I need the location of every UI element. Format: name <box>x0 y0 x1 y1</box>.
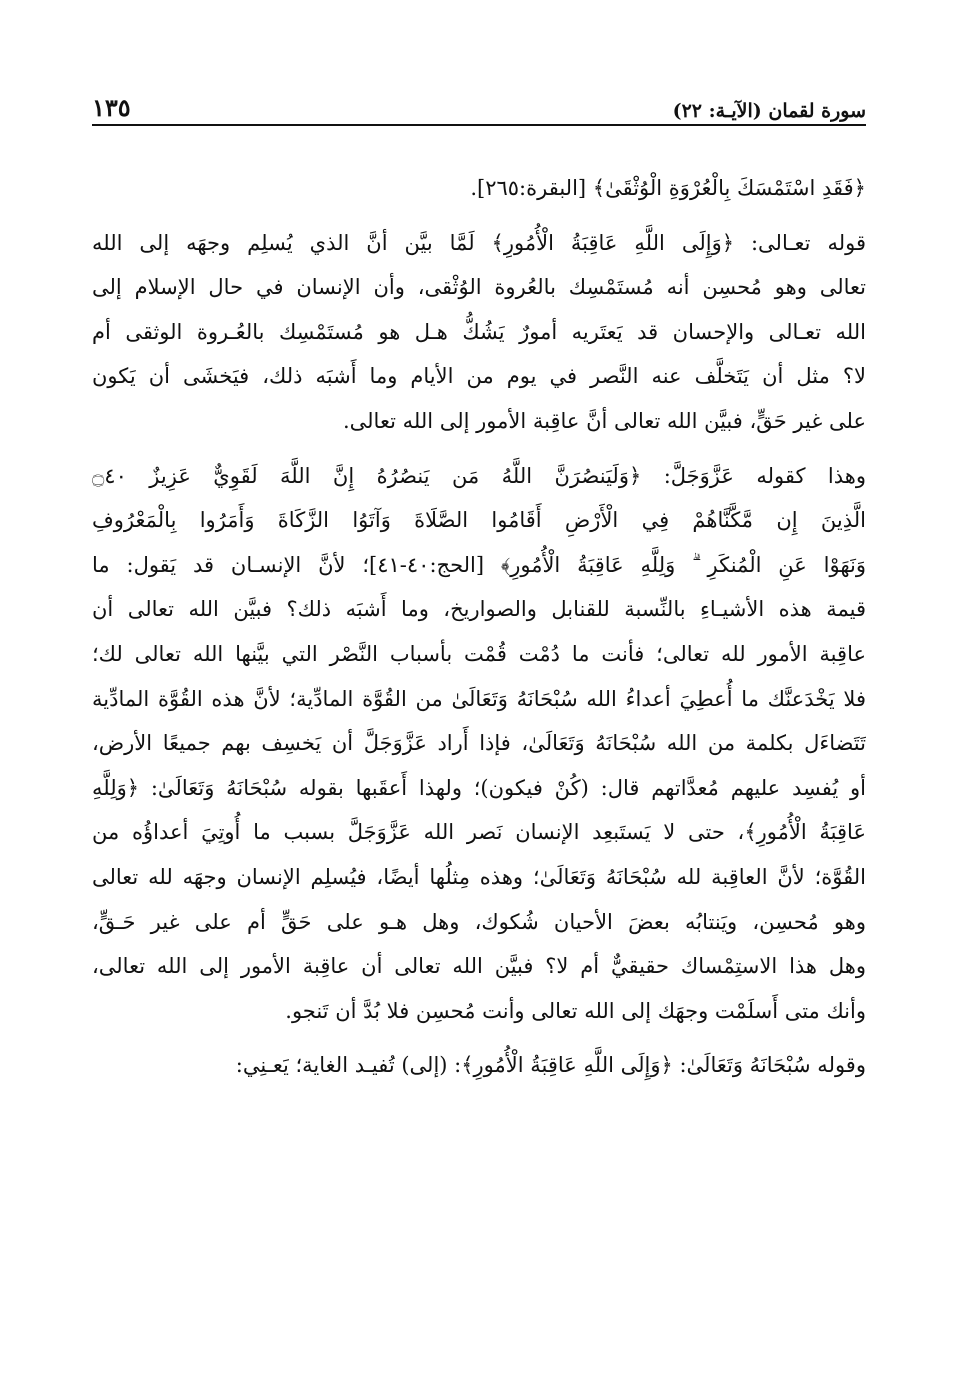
text-line: وَنَهَوْا عَنِ الْمُنكَرِ ۗ وَلِلَّهِ عَاقِبَةُ الْأُمُورِ﴾ [الحج:٤٠-٤١]؛ لأنَّ الإنسـان قد يَقول: ما <box>92 552 866 577</box>
text-line: وأنك متى أَسلَمْت وجهَك إلى الله تعالى وأنت مُحسِن فلا بُدَّ أن تَنجو. <box>285 998 866 1023</box>
text-line: ﴿فَقَدِ اسْتَمْسَكَ بِالْعُرْوَةِ الْوُثْقَىٰ﴾ [البقرة:٢٦٥]. <box>470 176 866 200</box>
page-number: ١٣٥ <box>92 93 131 122</box>
text-line: قوله تعـالى: ﴿وَإِلَى اللَّهِ عَاقِبَةُ الْأُمُورِ﴾ لَمَّا بيَّن أنَّ الذي يُسلِم وجهَه إلى الله <box>92 230 866 255</box>
text-line: أو يُفسِد عليهم مُعدَّاتهم قال: (كُنْ فيكون)؛ ولهذا أَعقَبها بقوله سُبْحَانَهُ وَتَعَالَىٰ: ﴿وَلِلَّهِ <box>92 775 866 800</box>
text-line: الله تعـالى والإحسان قد يَعتَريه أمورٌ يَشُكُّ هـل هو مُستَمْسِك بالعُـروة الوثقى أم <box>92 319 866 344</box>
text-line: عَاقِبَةُ الْأُمُورِ﴾، حتى لا يَستَبعِد الإنسان نَصر الله عَزَّوَجَلَّ بسبب ما أُوتِيَ أعداؤُه من <box>92 820 866 845</box>
text-line: تَتَضاءَل بكلمة من الله سُبْحَانَهُ وَتَعَالَىٰ، فإذا أَراد عَزَّوَجَلَّ أن يَخسِف بهم جميعًا الأرض، <box>92 731 866 756</box>
header-rule <box>92 124 866 126</box>
text-line: قيمة هذه الأشيـاءِ بالنِّسبة للقنابل والصواريخ، وما أَشبَه ذلك؟ فبيَّن الله تعالى أن <box>92 597 866 622</box>
text-line: تعالى وهو مُحسِن أنه مُستَمْسِك بالعُروة الوُثْقى، وأن الإنسان في حال الإسلام إلى <box>92 275 866 300</box>
text-line: على غير حَقٍّ، فبيَّن الله تعالى أنَّ عاقِبة الأمور إلى الله تعالى. <box>342 408 866 433</box>
paragraph <box>92 454 866 1034</box>
text-line: فلا يَخْدَعنَّك ما أُعطِيَ أعداءُ الله سُبْحَانَهُ وَتَعَالَىٰ من القُوَّة المادِّية؛ لأنَّ هذه القُوَّة المادِّية <box>92 686 866 711</box>
page-header <box>92 86 866 122</box>
text-line: لا؟ مثل أن يَتَخلَّف عنه النَّصر في يوم من الأيام وما أَشبَه ذلك، فيَخشَى أن يَكون <box>92 364 866 389</box>
text-line: عاقِبة الأمور لله تعالى؛ فأنت ما دُمْت قُمْت بأسباب النَّصْر التي بيَّنها الله تعالى لك؛ <box>92 641 866 666</box>
running-title: سورة لقمان (الآيـة: ٢٢) <box>672 100 866 122</box>
text-line: وقوله سُبْحَانَهُ وَتَعَالَىٰ: ﴿وَإِلَى اللَّهِ عَاقِبَةُ الْأُمُورِ﴾: (إلى) تُفيـد الغاية؛ يَعـنِي: <box>235 1053 866 1078</box>
text-line: القُوَّة؛ لأنَّ العاقِبة لله سُبْحَانَهُ وَتَعَالَىٰ؛ وهذه مِثلُها أيضًا، فيُسلِم الإنسان وجهَه لله تعالى <box>92 864 866 889</box>
text-line: وهل هذا الاستِمْساك حقيقيٌّ أم لا؟ فبيَّن الله تعالى أن عاقِبة الأمور إلى الله تعالى، <box>92 954 866 979</box>
paragraph <box>92 166 866 211</box>
body-text <box>92 166 866 1098</box>
text-line: وهو مُحسِن، ويَنتابُه بعضَ الأحيان شُكوك، وهل هـو على حَقٍّ أم على غير حَـقٍّ، <box>92 909 866 934</box>
text-line: الَّذِينَ إِن مَّكَّنَّاهُمْ فِي الْأَرْضِ أَقَامُوا الصَّلَاةَ وَآتَوُا الزَّكَاةَ وَأَمَرُوا بِالْمَعْرُوفِ <box>92 508 866 533</box>
paragraph <box>92 221 866 444</box>
text-line: وهذا كقوله عَزَّوَجَلَّ: ﴿وَلَيَنصُرَنَّ اللَّهُ مَن يَنصُرُهُ إِنَّ اللَّهَ لَقَوِيٌّ عَزِيزٌ ۝٤٠ <box>92 463 866 488</box>
paragraph <box>92 1043 866 1088</box>
